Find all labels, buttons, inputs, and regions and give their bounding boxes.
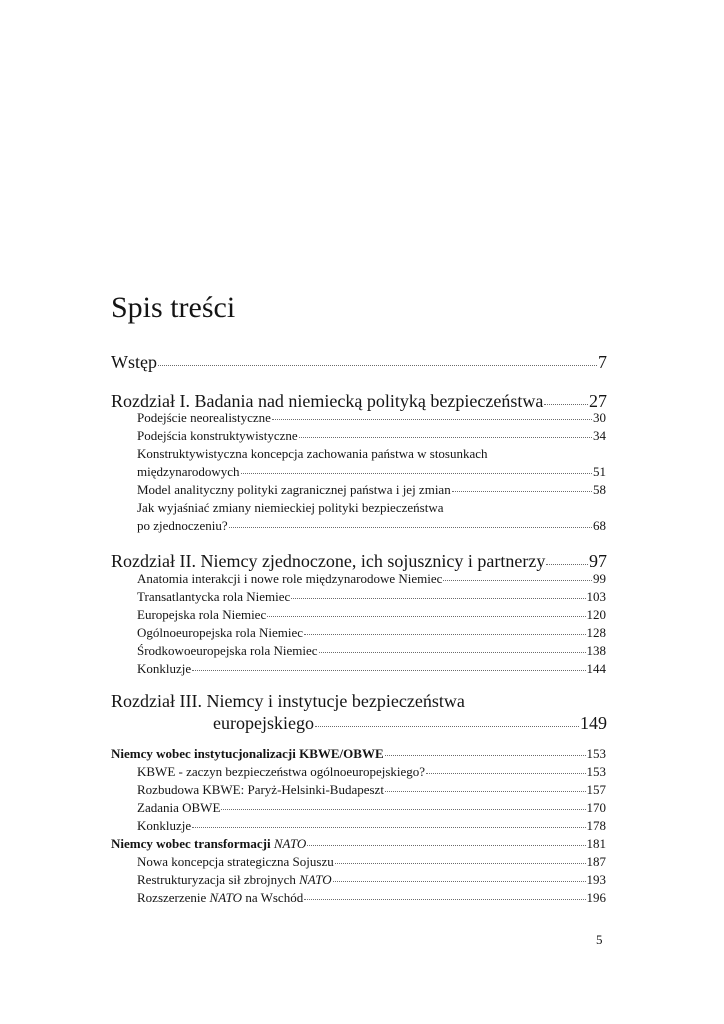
toc-entry: [137, 817, 606, 835]
toc-entry: [137, 853, 606, 871]
toc-page: 170: [586, 800, 606, 815]
dot-leader: [241, 473, 592, 474]
toc-page: 196: [586, 890, 606, 905]
toc-page: 30: [593, 410, 606, 425]
dot-leader: [315, 726, 579, 727]
toc-entry: [137, 606, 606, 624]
dot-leader: [546, 564, 588, 565]
toc-label: Konkluzje: [137, 818, 192, 833]
toc-page: 181: [586, 836, 606, 851]
toc-label: po zjednoczeniu?: [137, 518, 228, 533]
toc-page: 99: [593, 571, 606, 586]
toc-entry-line1: Konstruktywistyczna koncepcja zachowania państwa w stosunkach: [137, 446, 488, 461]
toc-entry: [137, 463, 606, 481]
toc-page: 153: [586, 764, 606, 779]
dot-leader: [426, 773, 585, 774]
toc-entry: [137, 588, 606, 606]
toc-entry: [137, 642, 606, 660]
toc-label: Model analityczny polityki zagranicznej państwa i jej zmian: [137, 482, 451, 497]
dot-leader: [319, 652, 586, 653]
dot-leader: [221, 809, 585, 810]
toc-label: Zadania OBWE: [137, 800, 221, 815]
toc-label-italic: NATO: [273, 836, 307, 851]
toc-entry: [137, 889, 606, 907]
toc-label-text: Rozszerzenie: [137, 890, 207, 905]
dot-leader: [267, 616, 585, 617]
toc-label: Konkluzje: [137, 661, 192, 676]
dot-leader: [452, 491, 592, 492]
toc-page: 138: [586, 643, 606, 658]
dot-leader: [272, 419, 592, 420]
toc-page: 68: [593, 518, 606, 533]
toc-page: 27: [589, 391, 607, 411]
toc-entry: [137, 871, 606, 889]
toc-page: 58: [593, 482, 606, 497]
page-number: 5: [596, 932, 603, 947]
toc-page: 103: [586, 589, 606, 604]
dot-leader: [307, 845, 585, 846]
toc-entry: [137, 409, 606, 427]
toc-page: 120: [586, 607, 606, 622]
dot-leader: [335, 863, 586, 864]
toc-label: Środkowoeuropejska rola Niemiec: [137, 643, 318, 658]
dot-leader: [304, 899, 585, 900]
toc-label: KBWE - zaczyn bezpieczeństwa ogólnoeuropejskiego?: [137, 764, 426, 779]
toc-label: Podejście neorealistyczne: [137, 410, 271, 425]
toc-page: 153: [586, 746, 606, 761]
dot-leader: [385, 791, 586, 792]
dot-leader: [291, 598, 585, 599]
toc-entry: [137, 799, 606, 817]
toc-page: 128: [586, 625, 606, 640]
toc-chapter-3: [213, 712, 607, 734]
toc-entry: [137, 427, 606, 445]
toc-label: [137, 871, 332, 889]
toc-entry: [137, 624, 606, 642]
toc-label-italic: NATO: [299, 872, 332, 887]
toc-entry: [137, 660, 606, 678]
toc-page: 51: [593, 464, 606, 479]
dot-leader: [229, 527, 592, 528]
toc-label: międzynarodowych: [137, 464, 240, 479]
toc-entry-intro: [111, 351, 607, 373]
toc-page: 193: [586, 872, 606, 887]
toc-page: 144: [586, 661, 606, 676]
dot-leader: [304, 634, 585, 635]
dot-leader: [385, 755, 586, 756]
dot-leader: [192, 670, 585, 671]
toc-entry: [137, 517, 606, 535]
toc-label: Niemcy wobec instytucjonalizacji KBWE/OBWE: [111, 746, 384, 761]
toc-label: Rozbudowa KBWE: Paryż-Helsinki-Budapeszt: [137, 782, 384, 797]
toc-chapter-3-line1: Rozdział III. Niemcy i instytucje bezpieczeństwa: [111, 691, 465, 711]
toc-entry: [137, 481, 606, 499]
toc-page: 187: [586, 854, 606, 869]
toc-label-text: na Wschód: [245, 890, 304, 905]
toc-entry: [137, 763, 606, 781]
toc-page: 157: [586, 782, 606, 797]
toc-label: Podejścia konstruktywistyczne: [137, 428, 298, 443]
page-title: Spis treści: [111, 291, 236, 324]
toc-label: Wstęp: [111, 352, 157, 372]
toc-section: [111, 745, 606, 763]
toc-label: Nowa koncepcja strategiczna Sojuszu: [137, 854, 334, 869]
toc-label: Ogólnoeuropejska rola Niemiec: [137, 625, 304, 640]
dot-leader: [544, 404, 588, 405]
toc-label-italic: NATO: [209, 890, 243, 905]
toc-page: 178: [586, 818, 606, 833]
toc-label: europejskiego: [213, 713, 314, 733]
toc-entry-line1: Jak wyjaśniać zmiany niemieckiej polityki bezpieczeństwa: [137, 500, 444, 515]
toc-label-bold: Niemcy wobec transformacji: [111, 836, 271, 851]
dot-leader: [443, 580, 592, 581]
toc-label: Rozdział II. Niemcy zjednoczone, ich sojusznicy i partnerzy: [111, 551, 546, 571]
toc-page: 149: [580, 713, 607, 733]
toc-label: Transatlantycka rola Niemiec: [137, 589, 291, 604]
toc-label: [137, 889, 303, 907]
toc-page: 7: [598, 352, 607, 372]
dot-leader: [158, 365, 597, 366]
toc-label-text: Restrukturyzacja sił zbrojnych: [137, 872, 296, 887]
toc-label: [111, 835, 306, 853]
toc-label: Rozdział I. Badania nad niemiecką polityką bezpieczeństwa: [111, 391, 544, 411]
toc-chapter-2: [111, 550, 607, 572]
toc-label: Europejska rola Niemiec: [137, 607, 267, 622]
toc-section: [111, 835, 606, 853]
dot-leader: [333, 881, 586, 882]
toc-entry: [137, 570, 606, 588]
toc-label: Anatomia interakcji i nowe role międzynarodowe Niemiec: [137, 571, 443, 586]
dot-leader: [192, 827, 585, 828]
dot-leader: [299, 437, 592, 438]
toc-entry: [137, 781, 606, 799]
toc-page: 97: [589, 551, 607, 571]
toc-page: 34: [593, 428, 606, 443]
